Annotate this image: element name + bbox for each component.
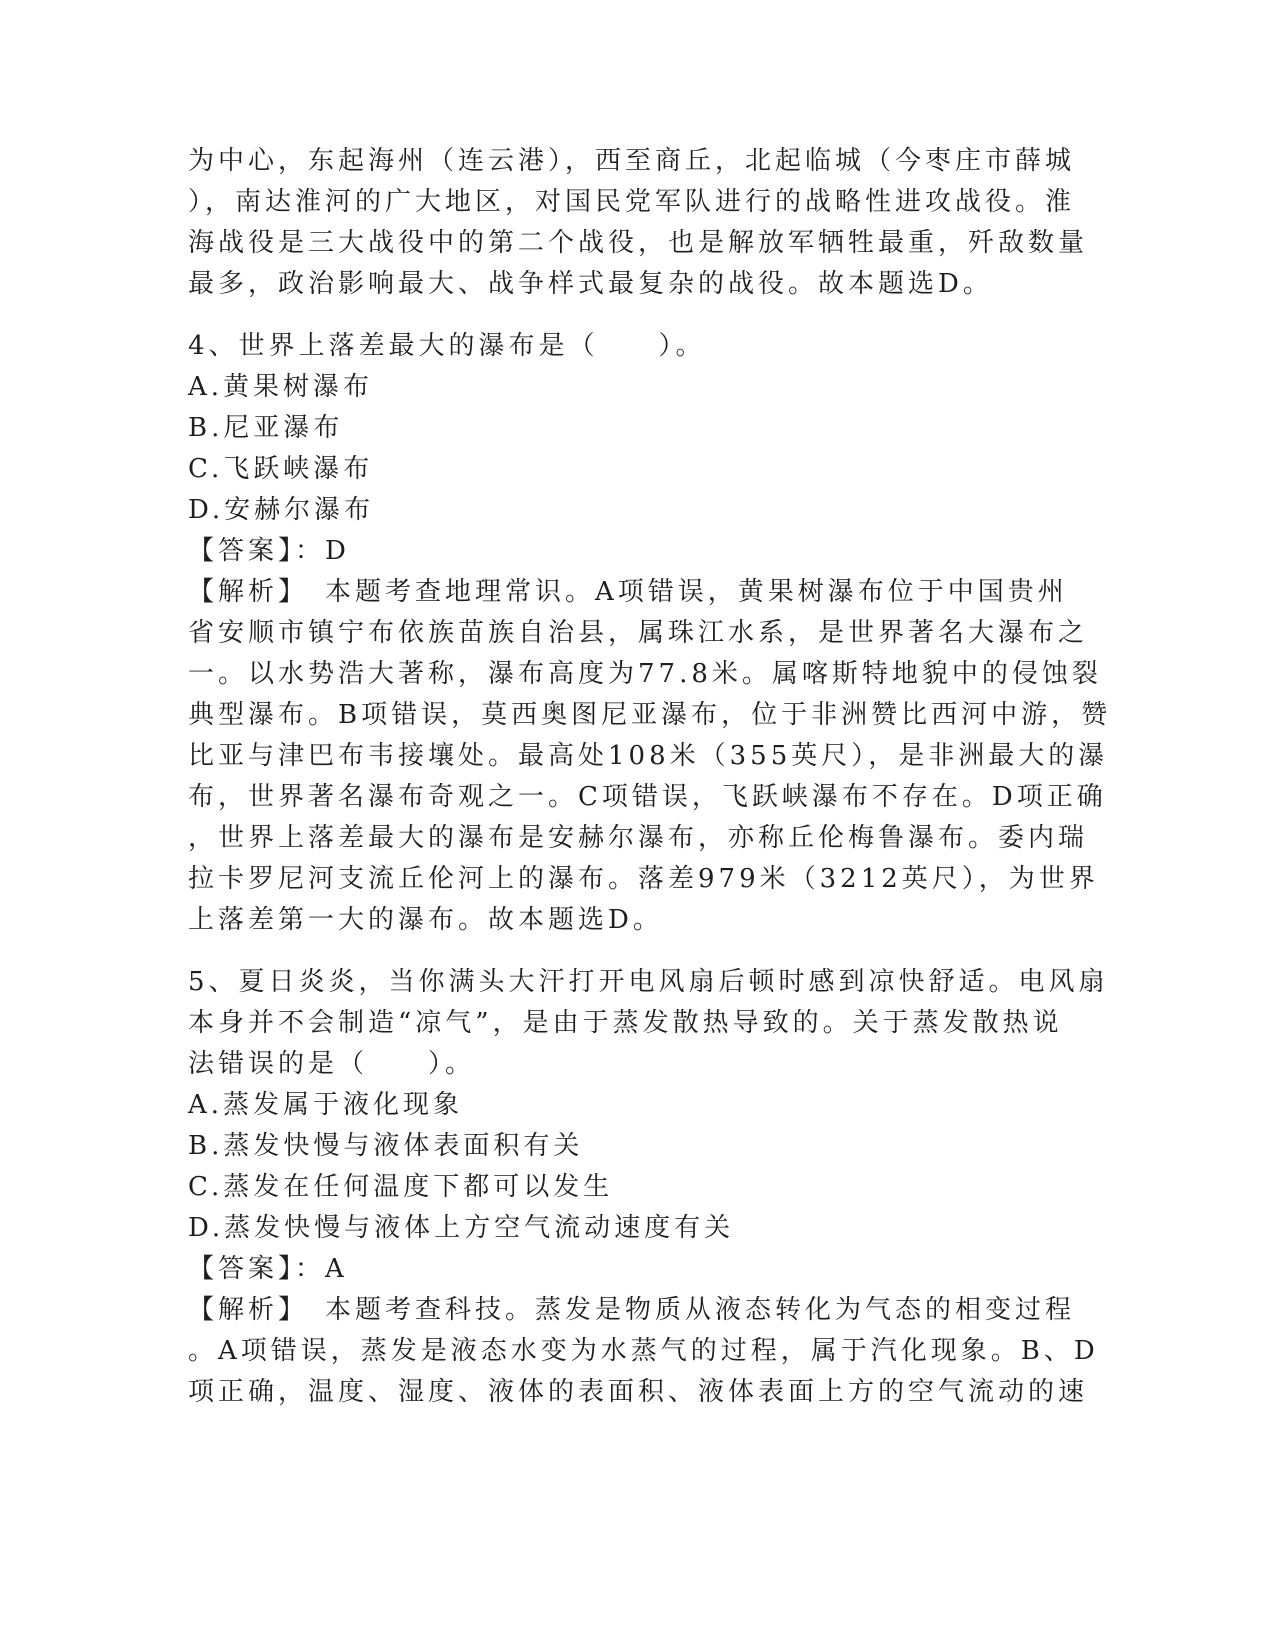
text-line: 本身并不会制造“凉气”，是由于蒸发散热导致的。关于蒸发散热说	[188, 1008, 1063, 1038]
text-line: 为中心，东起海州（连云港），西至商丘，北起临城（今枣庄市薛城	[188, 146, 1076, 176]
text-line: 比亚与津巴布韦接壤处。最高处108米（355英尺），是非洲最大的瀑	[188, 741, 1109, 771]
text-line: 最多，政治影响最大、战争样式最复杂的战役。故本题选D。	[188, 269, 993, 299]
question-5-option-a: A.蒸发属于液化现象	[188, 1090, 464, 1120]
text-line: ，世界上落差最大的瀑布是安赫尔瀑布，亦称丘伦梅鲁瀑布。委内瑞	[188, 823, 1089, 853]
text-line: 拉卡罗尼河支流丘伦河上的瀑布。落差979米（3212英尺），为世界	[188, 864, 1099, 894]
text-line: 法错误的是（ ）。	[188, 1049, 476, 1079]
question-4-option-d: D.安赫尔瀑布	[188, 495, 375, 525]
question-5-analysis: 【解析】 本题考查科技。蒸发是物质从液态转化为气态的相变过程	[188, 1295, 1076, 1325]
question-4-stem: 4、世界上落差最大的瀑布是（ ）。	[188, 331, 706, 361]
text-line: 布，世界著名瀑布奇观之一。C项错误，飞跃峡瀑布不存在。D项正确	[188, 782, 1107, 812]
text-line: 省安顺市镇宁布依族苗族自治县，属珠江水系，是世界著名大瀑布之	[188, 618, 1089, 648]
text-line: 上落差第一大的瀑布。故本题选D。	[188, 905, 663, 935]
text-line: 海战役是三大战役中的第二个战役，也是解放军牺牲最重，歼敌数量	[188, 228, 1089, 258]
question-4-option-b: B.尼亚瀑布	[188, 413, 344, 443]
question-5-option-b: B.蒸发快慢与液体表面积有关	[188, 1131, 584, 1161]
text-line: 。A项错误，蒸发是液态水变为水蒸气的过程，属于汽化现象。B、D	[188, 1336, 1099, 1366]
text-line: 典型瀑布。B项错误，莫西奥图尼亚瀑布，位于非洲赞比西河中游，赞	[188, 700, 1112, 730]
text-line: 一。以水势浩大著称，瀑布高度为77.8米。属喀斯特地貌中的侵蚀裂	[188, 659, 1102, 689]
question-4-option-c: C.飞跃峡瀑布	[188, 454, 374, 484]
question-5-option-d: D.蒸发快慢与液体上方空气流动速度有关	[188, 1213, 735, 1243]
question-5-option-c: C.蒸发在任何温度下都可以发生	[188, 1172, 614, 1202]
question-4-option-a: A.黄果树瀑布	[188, 372, 374, 402]
question-4-analysis: 【解析】 本题考查地理常识。A项错误，黄果树瀑布位于中国贵州	[188, 577, 1068, 607]
question-4-answer: 【答案】：D	[188, 536, 350, 566]
question-5-answer: 【答案】：A	[188, 1254, 348, 1284]
text-line: 项正确，温度、湿度、液体的表面积、液体表面上方的空气流动的速	[188, 1377, 1089, 1407]
question-5-stem: 5、夏日炎炎，当你满头大汗打开电风扇后顿时感到凉快舒适。电风扇	[188, 967, 1109, 997]
text-line: ），南达淮河的广大地区，对国民党军队进行的战略性进攻战役。淮	[188, 187, 1076, 217]
